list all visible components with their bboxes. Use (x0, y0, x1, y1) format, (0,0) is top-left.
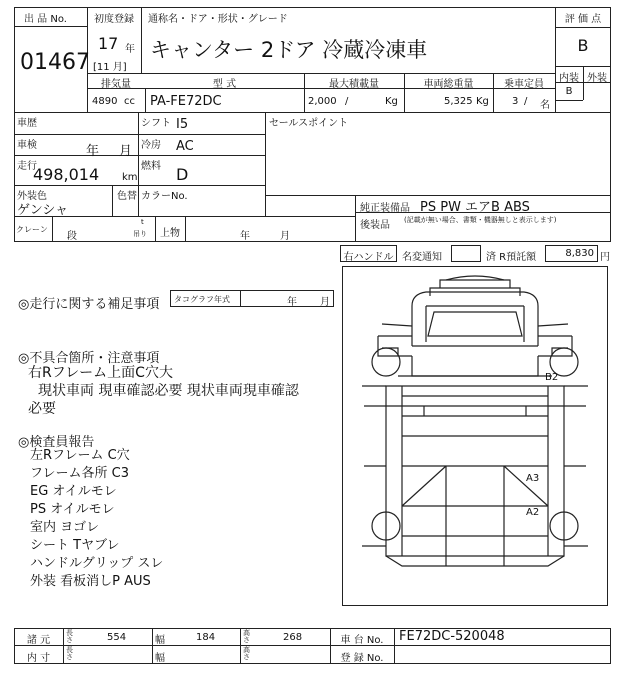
factory-equipment-label: 純正装備品 (360, 203, 410, 214)
overall-grade: B (577, 36, 589, 55)
crane-label: クレーン (16, 225, 48, 234)
outer-width: 184 (196, 632, 216, 643)
shift-label: シフト (141, 118, 171, 129)
model-type: PA-FE72DC (150, 94, 222, 109)
driving-notes-label: ◎走行に関する補足事項 (18, 297, 160, 312)
defect-line: 必要 (28, 401, 56, 417)
inspector-line: フレーム各所 C3 (30, 466, 129, 481)
yen-unit: 円 (600, 252, 610, 263)
inspector-report-label: ◎検査員報告 (18, 435, 95, 450)
displacement-unit: cc (124, 96, 135, 107)
max-load-unit: Kg (385, 96, 398, 107)
registration-month: [11 月] (93, 62, 127, 73)
aircon-label: 冷房 (141, 140, 161, 151)
year-unit: 年 (125, 44, 135, 55)
name-change-box (451, 245, 481, 262)
specs-label: 諸 元 (26, 635, 51, 646)
damage-mark-a2: A2 (526, 507, 540, 518)
exterior-color-label: 外装色 (17, 191, 47, 202)
inner-length-label: 長さ (66, 646, 73, 661)
inner-width-label: 幅 (155, 653, 165, 664)
max-load-slash: / (345, 96, 349, 107)
recycle-amount: 8,830 (565, 248, 594, 259)
color-change-label: 色替 (117, 191, 137, 202)
upper-body-label: 上物 (160, 228, 180, 239)
tachograph-label: タコグラフ年式 (174, 295, 230, 304)
tachograph-year: 年 (287, 297, 297, 308)
capacity-unit: 名 (540, 100, 550, 111)
history-label: 車歴 (17, 118, 37, 129)
outer-height: 268 (283, 632, 303, 643)
exterior-color: ゲンシャ (17, 203, 69, 218)
chassis-number-label: 車 台 No. (340, 635, 384, 646)
outer-length: 554 (107, 632, 127, 643)
mileage-unit: km (122, 172, 138, 183)
lot-number-label: 出 品 No. (24, 14, 67, 25)
capacity-slash: / (524, 96, 528, 107)
inspector-line: PS オイルモレ (30, 502, 115, 517)
inspector-line: シート Tヤブレ (30, 538, 120, 553)
inner-height-label: 高さ (243, 646, 250, 661)
name-change-label: 名変通知 (402, 252, 442, 263)
length-label: 長さ (66, 629, 73, 644)
model-name: キャンター 2ドア 冷蔵冷凍車 (150, 38, 428, 62)
capacity-value: 3 (512, 96, 519, 107)
height-label: 高さ (243, 629, 250, 644)
upper-body-year: 年 (240, 231, 250, 242)
factory-equipment: PS PW エアB ABS (420, 200, 530, 215)
max-load-label: 最大積載量 (329, 79, 379, 90)
crane-tons-unit: t (141, 218, 144, 226)
inner-dimensions-label: 内 寸 (26, 653, 51, 664)
crane-steps-unit: 段 (67, 231, 77, 242)
aftermarket-label: 後装品 (360, 220, 390, 231)
inspection-label: 車検 (17, 140, 37, 151)
defects-list (28, 364, 299, 418)
capacity-label: 乗車定員 (504, 79, 544, 90)
shift-value: I5 (176, 117, 189, 132)
chassis-number: FE72DC-520048 (399, 629, 505, 644)
interior-grade: B (565, 86, 573, 97)
gross-weight-value: 5,325 (444, 96, 473, 107)
lot-number: 01467 (20, 50, 90, 75)
inspector-report-list (30, 447, 163, 591)
inspector-line: EG オイルモレ (30, 484, 117, 499)
model-name-label: 通称名・ドア・形状・グレード (148, 14, 288, 25)
upper-body-month: 月 (280, 231, 290, 242)
gross-weight-label: 車両総重量 (423, 79, 474, 90)
crane-lift-unit: 吊り (133, 230, 147, 238)
sales-point-label: セールスポイント (269, 118, 349, 129)
tachograph-month: 月 (320, 297, 330, 308)
inspector-line: 左Rフレーム C穴 (30, 448, 130, 463)
defect-line: 現状車両 現車確認必要 現状車両現車確認 (38, 383, 299, 399)
defects-label: ◎不具合箇所・注意事項 (18, 351, 160, 366)
aftermarket-note: (記載が無い場合、書類・機器無しと表示します) (404, 216, 557, 224)
fuel-label: 燃料 (141, 161, 161, 172)
damage-mark-a3: A3 (526, 473, 540, 484)
footer-box (14, 628, 611, 664)
exterior-grade-label: 外装 (587, 73, 607, 84)
damage-mark-b2: B2 (545, 372, 559, 383)
first-registration-label: 初度登録 (94, 14, 134, 25)
mileage-label: 走行 (17, 161, 37, 172)
steering-side: 右ハンドル (343, 252, 394, 263)
inspector-line: 外装 看板消しP AUS (30, 574, 151, 589)
aircon-value: AC (176, 139, 194, 154)
interior-grade-label: 内装 (559, 73, 579, 84)
displacement-value: 4890 (92, 96, 118, 107)
displacement-label: 排気量 (101, 79, 131, 90)
grade-label: 評 価 点 (564, 14, 602, 25)
registration-number-label: 登 録 No. (340, 653, 384, 664)
gross-weight-unit: Kg (476, 96, 489, 107)
width-label: 幅 (155, 635, 165, 646)
inspection-year: 年 (86, 144, 100, 159)
fuel-value: D (176, 165, 189, 184)
recycle-label: 済 R預託額 (486, 252, 537, 263)
mileage-value: 498,014 (33, 165, 100, 184)
inspector-line: ハンドルグリップ スレ (30, 556, 164, 571)
inspector-line: 室内 ヨゴレ (30, 520, 100, 535)
max-load-value: 2,000 (308, 96, 337, 107)
truck-diagram (342, 266, 608, 606)
defect-line: 右Rフレーム上面C穴大 (28, 365, 173, 381)
color-number-label: カラーNo. (141, 191, 188, 202)
registration-year: 17 (98, 34, 119, 53)
inspection-month: 月 (119, 144, 133, 159)
model-type-label: 型 式 (212, 79, 237, 90)
